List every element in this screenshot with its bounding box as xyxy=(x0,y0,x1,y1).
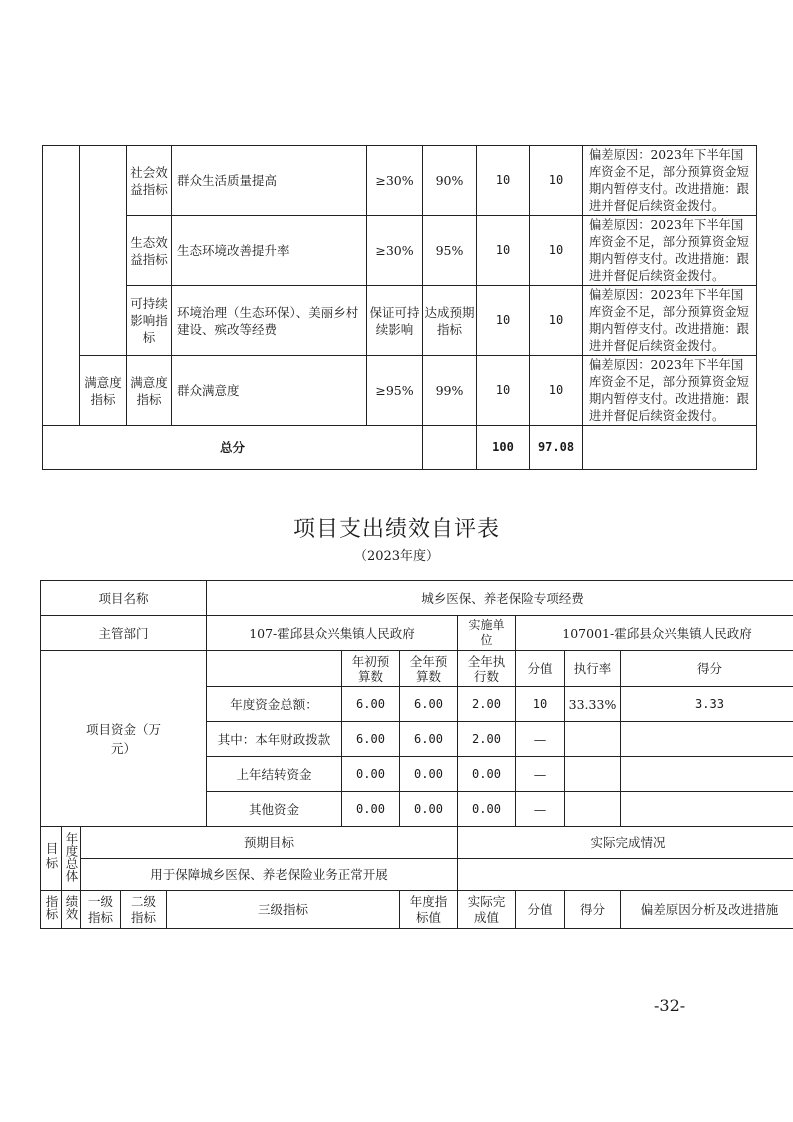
dept-value: 107-霍邱县众兴集镇人民政府 xyxy=(207,616,458,651)
target-cell: ≥30% xyxy=(367,216,423,286)
expected-value: 用于保障城乡医保、养老保险业务正常开展 xyxy=(81,859,458,891)
table-row xyxy=(43,286,757,356)
fund-label: 其他资金 xyxy=(207,792,342,827)
impl-value: 107001-霍邱县众兴集镇人民政府 xyxy=(516,616,793,651)
fund-weight: — xyxy=(516,757,565,792)
table-row xyxy=(43,146,757,216)
empty-cell xyxy=(80,146,127,356)
fund-annual: 6.00 xyxy=(400,687,458,722)
score-cell: 10 xyxy=(530,286,583,356)
fund-score: 3.33 xyxy=(621,687,793,722)
expected-label: 预期目标 xyxy=(81,827,458,859)
goal-row xyxy=(41,859,793,891)
fund-initial: 6.00 xyxy=(342,687,400,722)
level3-cell: 群众满意度 xyxy=(172,356,367,426)
level2-cell: 生态效益指标 xyxy=(127,216,172,286)
fund-annual: 6.00 xyxy=(400,722,458,757)
funds-label-text: 项目资金（万元） xyxy=(85,721,161,756)
ind-header-level3: 三级指标 xyxy=(167,891,400,929)
goal-label-a xyxy=(41,827,62,891)
ind-header-target: 年度指标值 xyxy=(400,891,458,929)
ind-header-a xyxy=(41,891,62,929)
total-label: 总分 xyxy=(43,426,423,470)
fund-score xyxy=(621,792,793,827)
remark-cell: 偏差原因：2023年下半年国库资金不足，部分预算资金短期内暂停支付。改进措施：跟进并督促后续资金拨付。 xyxy=(583,216,757,286)
fund-rate: 33.33% xyxy=(565,687,621,722)
weight-cell: 10 xyxy=(477,286,530,356)
empty-cell xyxy=(43,146,80,426)
header-exec: 全年执行数 xyxy=(458,651,516,687)
total-row xyxy=(43,426,757,470)
actual-value xyxy=(458,859,793,891)
header-annual: 全年预算数 xyxy=(400,651,458,687)
fund-rate xyxy=(565,757,621,792)
fund-exec: 0.00 xyxy=(458,792,516,827)
year-subtitle: （2023年度） xyxy=(353,549,440,564)
ind-header-actual: 实际完成值 xyxy=(458,891,516,929)
fund-exec: 2.00 xyxy=(458,722,516,757)
header-initial: 年初预算数 xyxy=(342,651,400,687)
level3-cell: 环境治理（生态环保）、美丽乡村建设、殡改等经费 xyxy=(172,286,367,356)
fund-exec: 0.00 xyxy=(458,757,516,792)
project-name-label: 项目名称 xyxy=(41,581,207,616)
goal-label-a-text: 目标 xyxy=(44,842,59,871)
ind-header-score: 得分 xyxy=(565,891,621,929)
fund-exec: 2.00 xyxy=(458,687,516,722)
header-rate: 执行率 xyxy=(565,651,621,687)
fund-initial: 0.00 xyxy=(342,757,400,792)
weight-cell: 10 xyxy=(477,146,530,216)
impl-label: 实施单位 xyxy=(458,616,516,651)
actual-cell: 达成预期指标 xyxy=(423,286,477,356)
dept-label: 主管部门 xyxy=(41,616,207,651)
empty-cell xyxy=(207,651,342,687)
actual-cell: 99% xyxy=(423,356,477,426)
score-cell: 10 xyxy=(530,356,583,426)
fund-annual: 0.00 xyxy=(400,792,458,827)
level1-cell: 满意度指标 xyxy=(80,356,127,426)
ind-header-b xyxy=(62,891,81,929)
remark-cell: 偏差原因：2023年下半年国库资金不足，部分预算资金短期内暂停支付。改进措施：跟进并督促后续资金拨付。 xyxy=(583,356,757,426)
ind-header-weight: 分值 xyxy=(516,891,565,929)
page-number: -32- xyxy=(654,996,686,1015)
fund-initial: 0.00 xyxy=(342,792,400,827)
goal-label-b xyxy=(62,827,81,891)
indicator-header-row xyxy=(41,891,793,929)
goal-label-b-text: 年度总体 xyxy=(64,831,79,882)
table-row xyxy=(41,581,793,616)
target-cell: 保证可持续影响 xyxy=(367,286,423,356)
table-row xyxy=(41,616,793,651)
table-row xyxy=(41,651,793,687)
empty-cell xyxy=(583,426,757,470)
weight-cell: 10 xyxy=(477,356,530,426)
funds-label xyxy=(41,651,207,827)
fund-rate xyxy=(565,792,621,827)
total-score: 97.08 xyxy=(530,426,583,470)
table-row xyxy=(43,356,757,426)
level3-cell: 群众生活质量提高 xyxy=(172,146,367,216)
remark-cell: 偏差原因：2023年下半年国库资金不足，部分预算资金短期内暂停支付。改进措施：跟进并督促后续资金拨付。 xyxy=(583,286,757,356)
empty-cell xyxy=(423,426,477,470)
actual-label: 实际完成情况 xyxy=(458,827,793,859)
actual-cell: 90% xyxy=(423,146,477,216)
goal-header-row xyxy=(41,827,793,859)
fund-weight: 10 xyxy=(516,687,565,722)
header-weight: 分值 xyxy=(516,651,565,687)
fund-score xyxy=(621,757,793,792)
fund-label: 年度资金总额： xyxy=(207,687,342,722)
project-name-value: 城乡医保、养老保险专项经费 xyxy=(207,581,793,616)
fund-label: 上年结转资金 xyxy=(207,757,342,792)
level2-cell: 满意度指标 xyxy=(127,356,172,426)
target-cell: ≥30% xyxy=(367,146,423,216)
indicator-table-continued xyxy=(42,145,757,470)
ind-header-a-text: 指标 xyxy=(44,895,59,920)
table-row xyxy=(43,216,757,286)
self-evaluation-form xyxy=(40,580,793,929)
ind-header-level1: 一级指标 xyxy=(81,891,121,929)
header-score: 得分 xyxy=(621,651,793,687)
fund-score xyxy=(621,722,793,757)
fund-label: 其中：本年财政拨款 xyxy=(207,722,342,757)
total-weight: 100 xyxy=(477,426,530,470)
ind-header-remark: 偏差原因分析及改进措施 xyxy=(621,891,793,929)
score-cell: 10 xyxy=(530,146,583,216)
score-cell: 10 xyxy=(530,216,583,286)
level2-cell: 可持续影响指标 xyxy=(127,286,172,356)
fund-rate xyxy=(565,722,621,757)
page-title: 项目支出绩效自评表 xyxy=(292,517,500,542)
level2-cell: 社会效益指标 xyxy=(127,146,172,216)
level3-cell: 生态环境改善提升率 xyxy=(172,216,367,286)
ind-header-b-text: 绩效 xyxy=(64,895,79,920)
ind-header-level2: 二级指标 xyxy=(121,891,167,929)
actual-cell: 95% xyxy=(423,216,477,286)
fund-initial: 6.00 xyxy=(342,722,400,757)
fund-annual: 0.00 xyxy=(400,757,458,792)
fund-weight: — xyxy=(516,722,565,757)
fund-weight: — xyxy=(516,792,565,827)
remark-cell: 偏差原因：2023年下半年国库资金不足，部分预算资金短期内暂停支付。改进措施：跟进并督促后续资金拨付。 xyxy=(583,146,757,216)
weight-cell: 10 xyxy=(477,216,530,286)
target-cell: ≥95% xyxy=(367,356,423,426)
